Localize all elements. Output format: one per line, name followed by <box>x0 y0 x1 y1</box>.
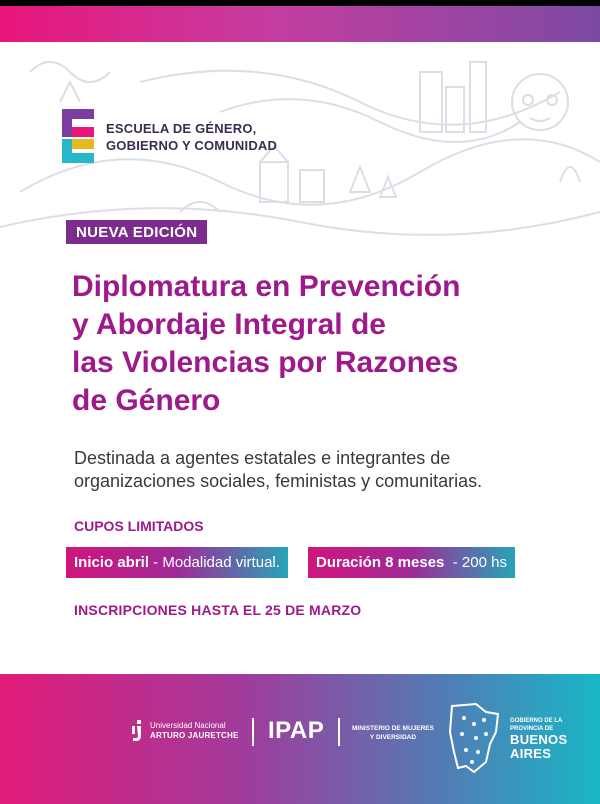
buenos-aires-gov-text <box>510 717 567 761</box>
registration-deadline: INSCRIPCIONES HASTA EL 25 DE MARZO <box>74 602 362 618</box>
footer-logos-band <box>0 674 600 804</box>
ministry-line2: Y DIVERSIDAD <box>369 734 417 741</box>
unaj-line2: ARTURO JAURETCHE <box>150 731 239 740</box>
duration-pill <box>308 547 515 578</box>
unaj-logo-icon <box>132 720 146 742</box>
school-name-line2: GOBIERNO Y COMUNIDAD <box>106 138 278 153</box>
gov-line4: AIRES <box>510 746 552 761</box>
start-date-bold: Inicio abril <box>74 554 150 571</box>
buenos-aires-map-icon <box>446 702 502 774</box>
ipap-logo: IPAP <box>268 717 325 744</box>
ministry-logo-text <box>352 724 434 742</box>
footer-divider <box>338 718 340 746</box>
gov-line1: GOBIERNO DE LA <box>510 718 563 724</box>
top-gradient-band <box>0 6 600 42</box>
footer-divider <box>252 718 254 746</box>
poster <box>0 6 600 804</box>
course-title <box>72 268 542 420</box>
unaj-logo-text <box>150 721 239 741</box>
audience-line: organizaciones sociales, feministas y comunitarias. <box>74 471 483 491</box>
hours-text: - 200 hs <box>444 554 507 571</box>
course-title-line: Diplomatura en Prevención <box>72 270 461 303</box>
gov-line3: BUENOS <box>510 732 568 747</box>
start-date-pill <box>66 547 288 578</box>
new-edition-badge: NUEVA EDICIÓN <box>66 220 207 244</box>
school-name <box>106 120 277 154</box>
unaj-line1: Universidad Nacional <box>150 721 226 730</box>
course-title-line: las Violencias por Razones <box>72 346 459 379</box>
school-logo <box>62 109 277 165</box>
school-logo-icon <box>62 109 96 165</box>
audience-line: Destinada a agentes estatales e integrantes de <box>74 448 451 468</box>
gov-line2: PROVINCIA DE <box>510 726 554 732</box>
course-title-line: y Abordaje Integral de <box>72 308 386 341</box>
modality-text: - Modalidad virtual. <box>149 554 280 571</box>
duration-bold: Duración 8 meses <box>316 554 445 571</box>
ministry-line1: MINISTERIO DE MUJERES <box>352 725 434 732</box>
school-name-line1: ESCUELA DE GÉNERO, <box>106 121 257 136</box>
course-title-line: de Género <box>72 384 221 417</box>
audience-description <box>74 447 544 493</box>
limited-spots-label: CUPOS LIMITADOS <box>74 518 204 534</box>
